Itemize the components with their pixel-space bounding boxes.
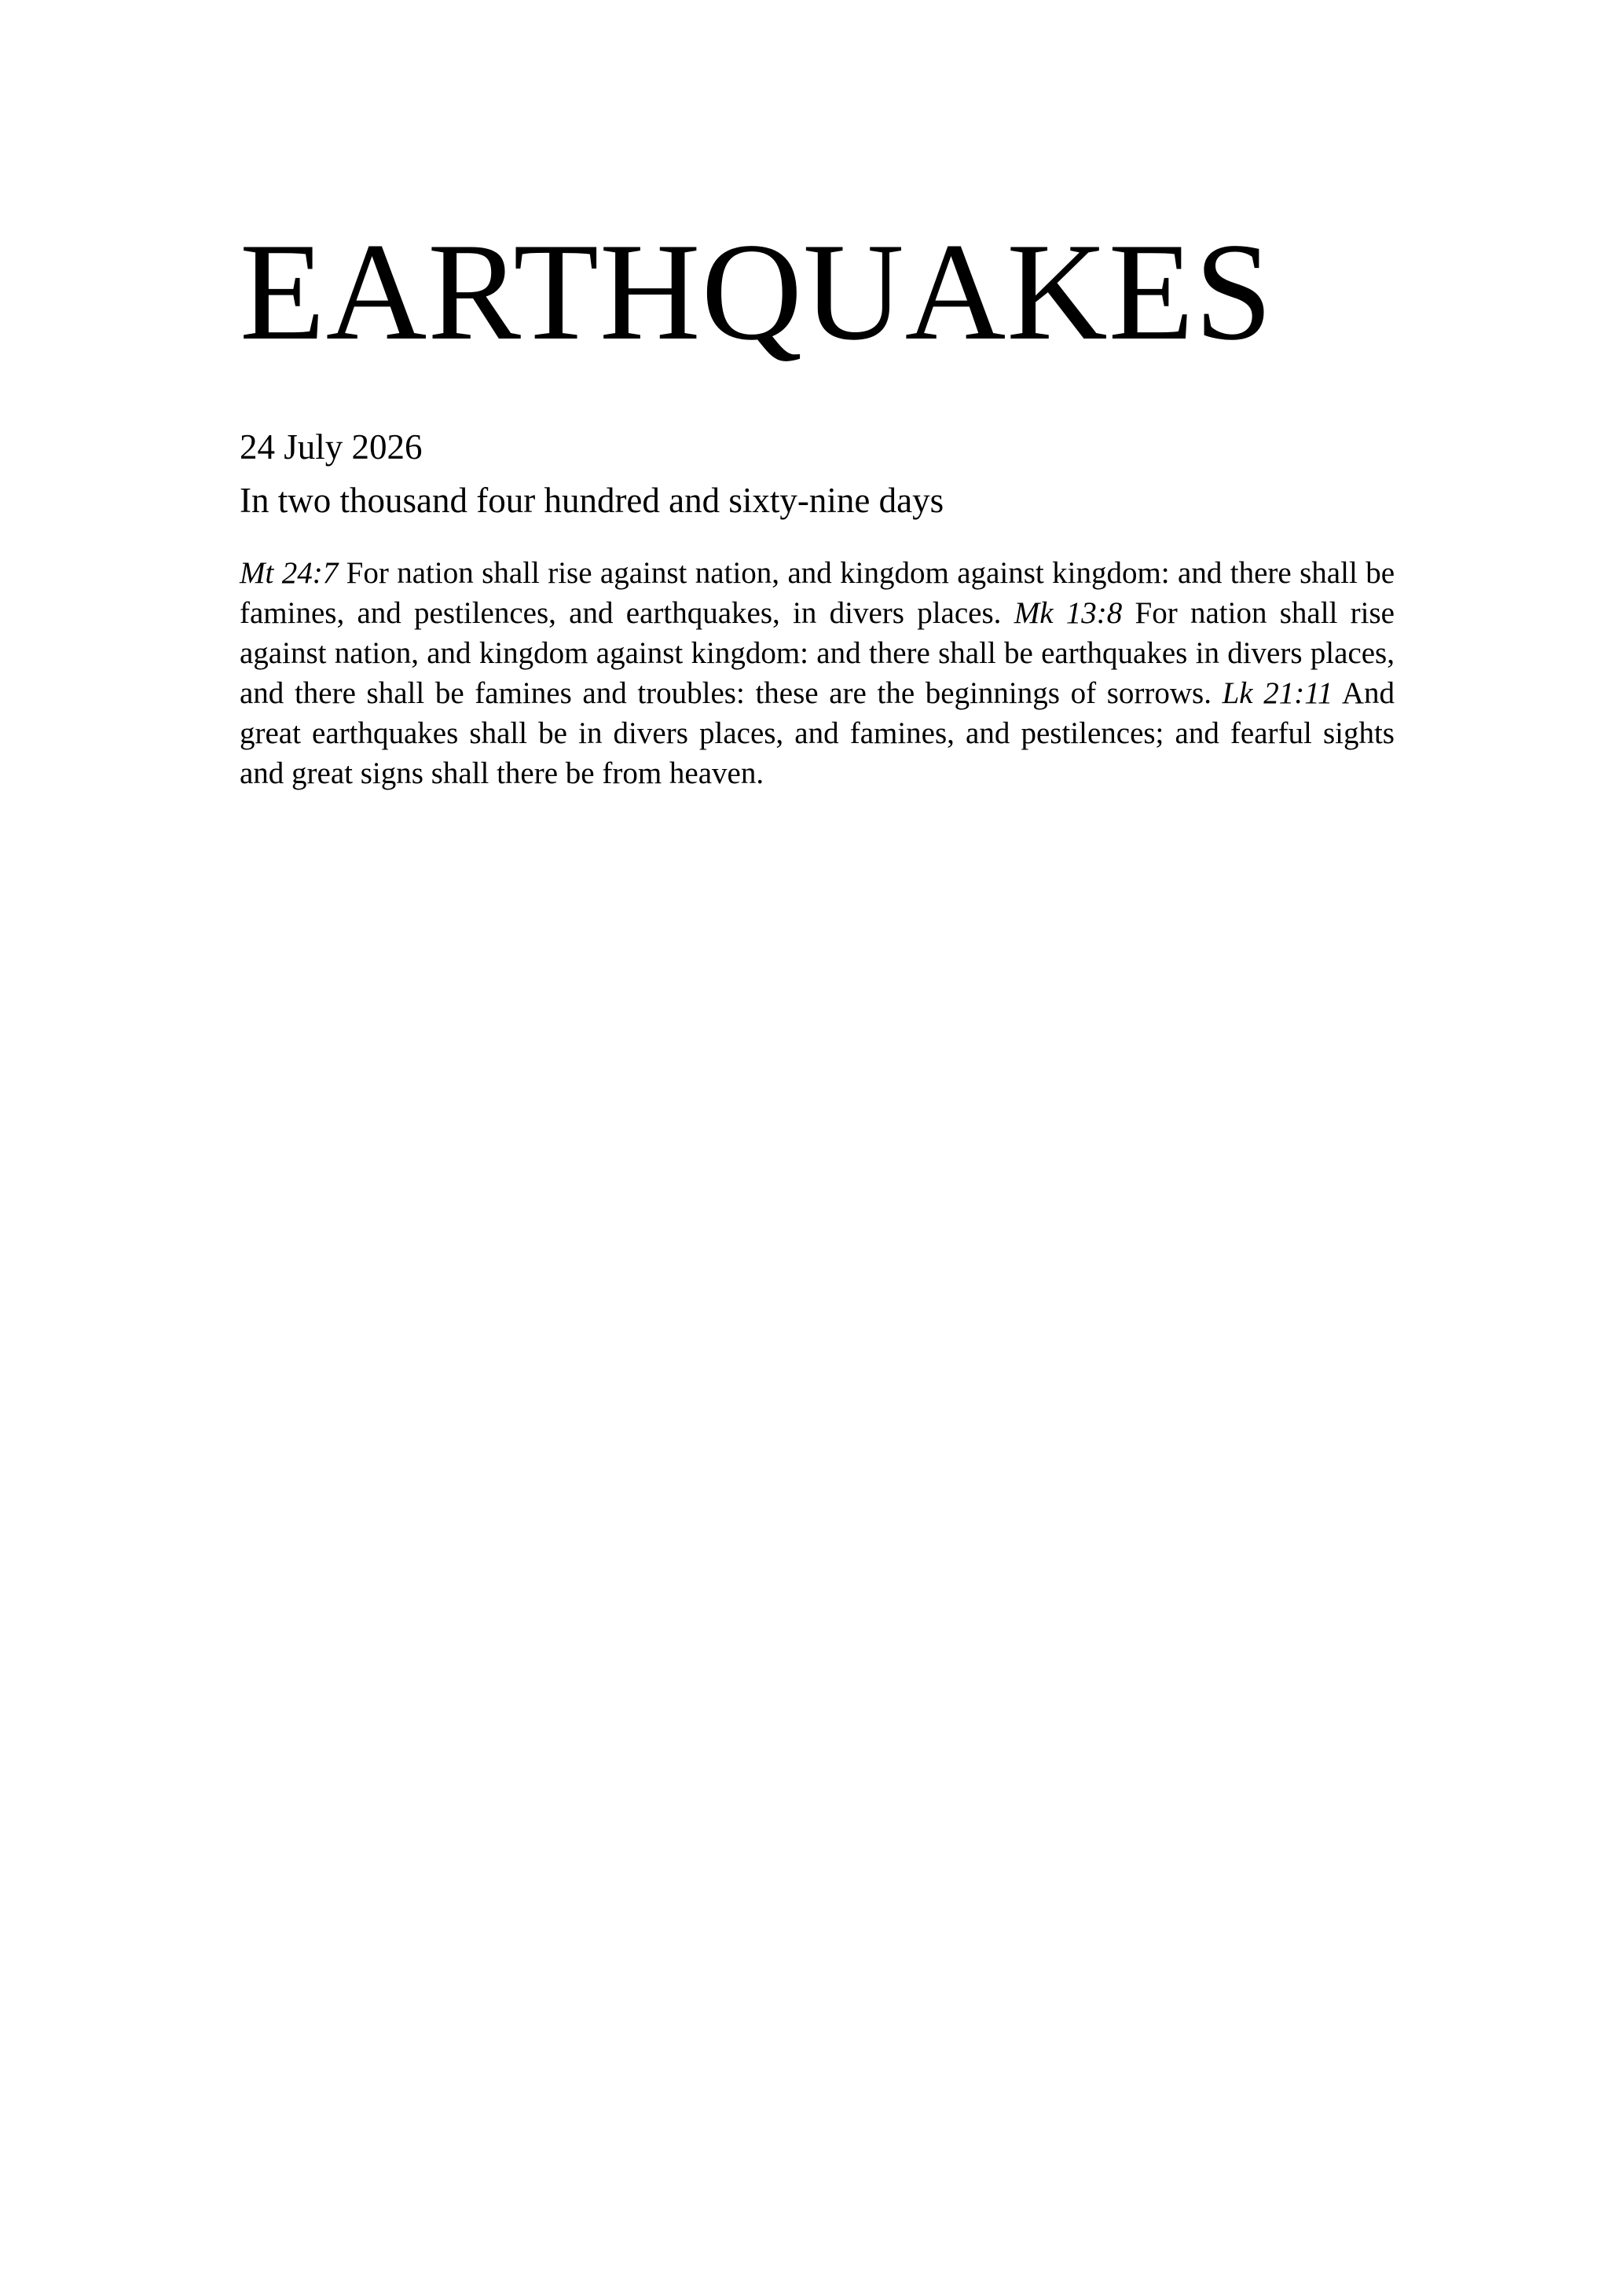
verse-reference: Mk 13:8: [1014, 596, 1123, 630]
verse-text: And great earthquakes shall be in divers places, and famines, and pestilences; and fearful sights and great signs shall there be from heaven.: [240, 676, 1395, 790]
event-date: 24 July 2026: [240, 427, 423, 467]
document-content: [240, 214, 1395, 793]
verse-reference: Lk 21:11: [1222, 676, 1333, 710]
countdown-text: In two thousand four hundred and sixty-nine days: [240, 481, 944, 520]
page-title: EARTHQUAKES: [240, 214, 1274, 369]
scripture-passage: [240, 553, 1395, 793]
verse-reference: Mt 24:7: [240, 556, 339, 590]
verse-text: For nation shall rise against nation, and kingdom against kingdom: and there shall be earthquakes in divers places, and there shall be famines and troubles: these are the beginnings of sorrows.: [240, 596, 1395, 710]
verse-text: For nation shall rise against nation, and kingdom against kingdom: and there shall be famines, and pestilences, and earthquakes, in divers places.: [240, 556, 1395, 630]
